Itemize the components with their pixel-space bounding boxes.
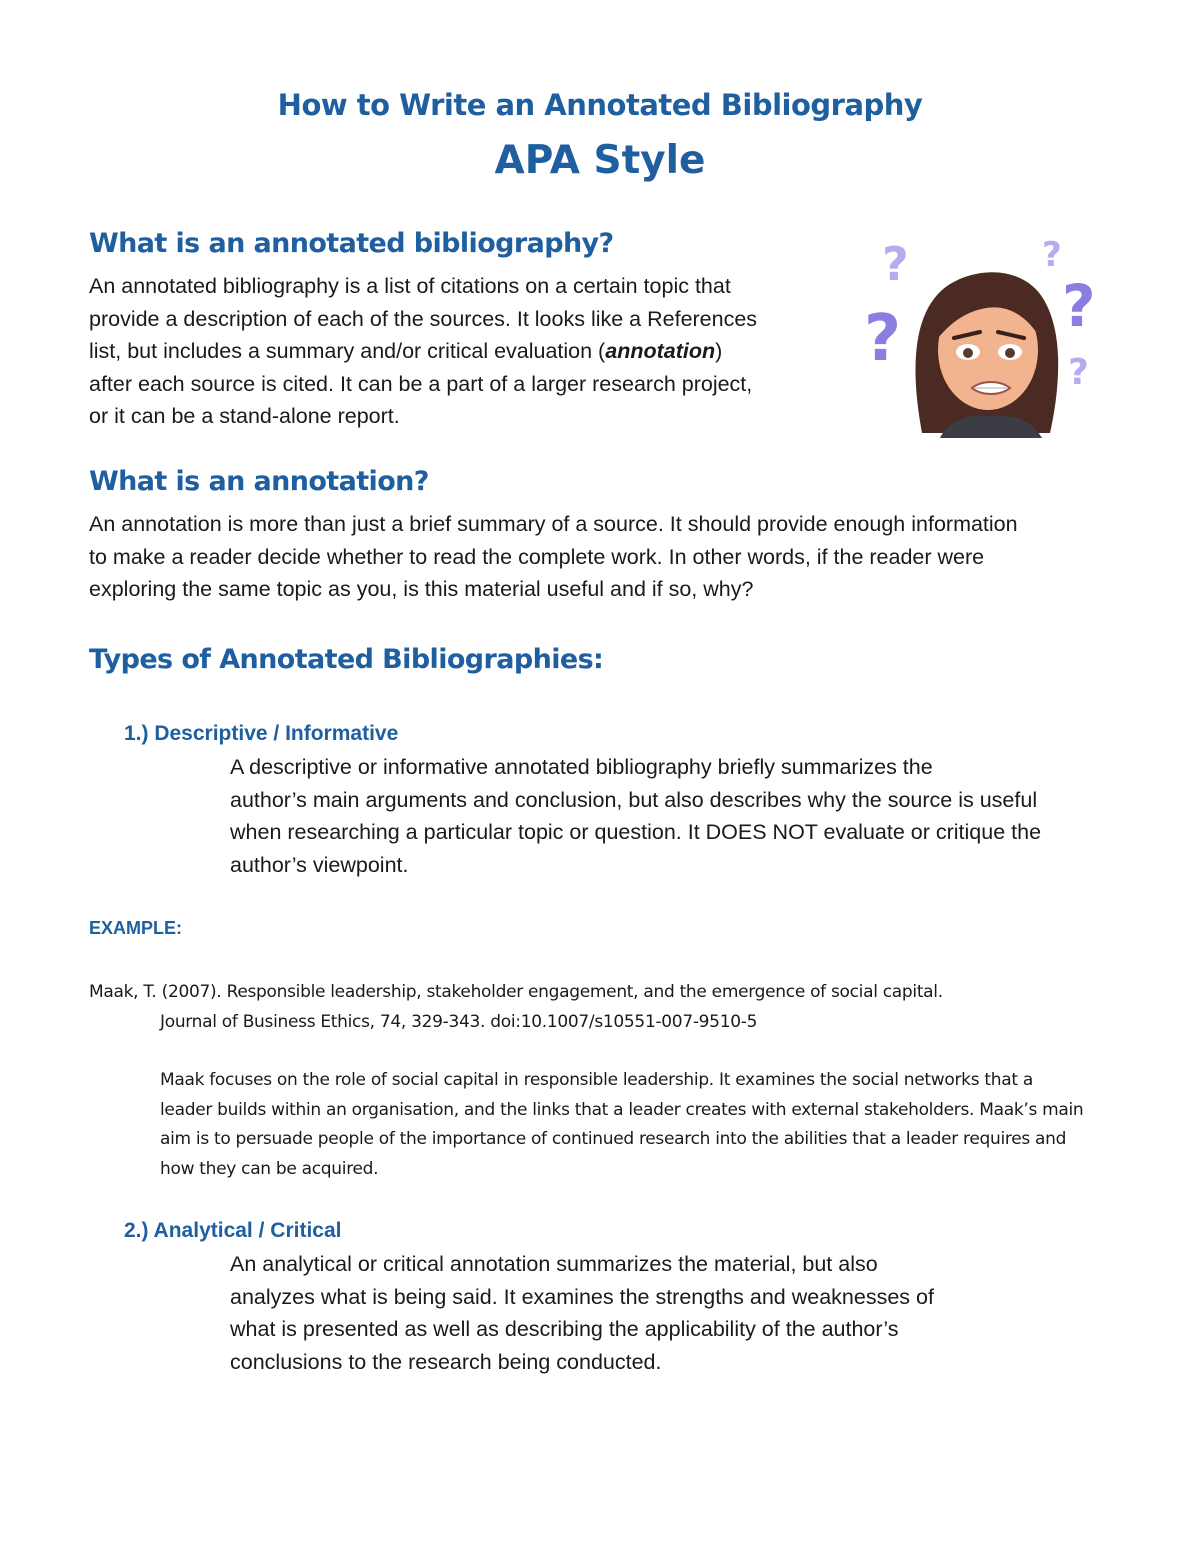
type-paragraph-descriptive — [230, 751, 1150, 881]
example-label: EXAMPLE: — [89, 918, 183, 938]
type-heading-descriptive: 1.) Descriptive / Informative — [124, 722, 399, 745]
question-mark-icon: ? — [882, 237, 909, 291]
line-text: list, but includes a summary and/or critical evaluation ( — [89, 339, 606, 363]
emphasis-annotation: annotation — [605, 339, 716, 363]
annotation-line: leader builds within an organisation, and the links that a leader creates with external stakeholders. Maak’s main — [160, 1099, 1084, 1120]
paragraph-line: what is presented as well as describing the applicability of the author’s — [230, 1317, 899, 1341]
paragraph-line: An analytical or critical annotation summarizes the material, but also — [230, 1252, 878, 1276]
section-heading-types: Types of Annotated Bibliographies: — [89, 644, 604, 675]
section-paragraph-annotated-bibliography — [89, 270, 849, 433]
citation-line: Maak, T. (2007). Responsible leadership, stakeholder engagement, and the emergence of social capital. — [89, 982, 943, 1002]
question-mark-icon: ? — [1062, 272, 1096, 340]
paragraph-line: An annotated bibliography is a list of citations on a certain topic that — [89, 274, 731, 298]
paragraph-line: conclusions to the research being conducted. — [230, 1349, 662, 1374]
paragraph-line: exploring the same topic as you, is this material useful and if so, why? — [89, 577, 754, 601]
paragraph-line: or it can be a stand-alone report. — [89, 404, 400, 428]
citation-line: Journal of Business Ethics, 74, 329-343. doi:10.1007/s10551-007-9510-5 — [160, 1012, 758, 1032]
paragraph-line: analyzes what is being said. It examines the strengths and weaknesses of — [230, 1284, 934, 1309]
paragraph-line: author’s viewpoint. — [230, 852, 409, 877]
line-text: ) — [715, 339, 723, 363]
paragraph-line — [89, 335, 849, 368]
paragraph-line: when researching a particular topic or question. It DOES NOT evaluate or critique the — [230, 820, 1042, 844]
annotation-line: how they can be acquired. — [160, 1158, 379, 1179]
section-heading-annotated-bibliography: What is an annotated bibliography? — [89, 228, 614, 259]
paragraph-line: provide a description of each of the sources. It looks like a References — [89, 306, 758, 331]
section-heading-annotation: What is an annotation? — [89, 466, 429, 497]
example-annotation — [160, 1066, 1160, 1184]
paragraph-line: An annotation is more than just a brief summary of a source. It should provide enough information — [89, 512, 1018, 536]
confused-avatar-icon — [860, 228, 1120, 438]
paragraph-line: A descriptive or informative annotated bibliography briefly summarizes the — [230, 755, 933, 779]
type-paragraph-analytical — [230, 1248, 1150, 1378]
paragraph-line: to make a reader decide whether to read the complete work. In other words, if the reader were — [89, 544, 985, 569]
annotation-line: Maak focuses on the role of social capital in responsible leadership. It examines the social networks that a — [160, 1070, 1033, 1090]
page-title: How to Write an Annotated Bibliography — [277, 88, 923, 122]
question-mark-icon: ? — [1068, 352, 1089, 393]
section-paragraph-annotation — [89, 508, 1139, 606]
question-mark-icon: ? — [1042, 235, 1062, 275]
page-subtitle: APA Style — [494, 138, 706, 183]
paragraph-line: author’s main arguments and conclusion, but also describes why the source is useful — [230, 787, 1038, 812]
question-mark-icon: ? — [864, 302, 902, 376]
annotation-line: aim is to persuade people of the importance of continued research into the abilities that a leader requires and — [160, 1129, 1067, 1149]
type-heading-analytical: 2.) Analytical / Critical — [124, 1219, 342, 1242]
paragraph-line: after each source is cited. It can be a part of a larger research project, — [89, 371, 753, 396]
